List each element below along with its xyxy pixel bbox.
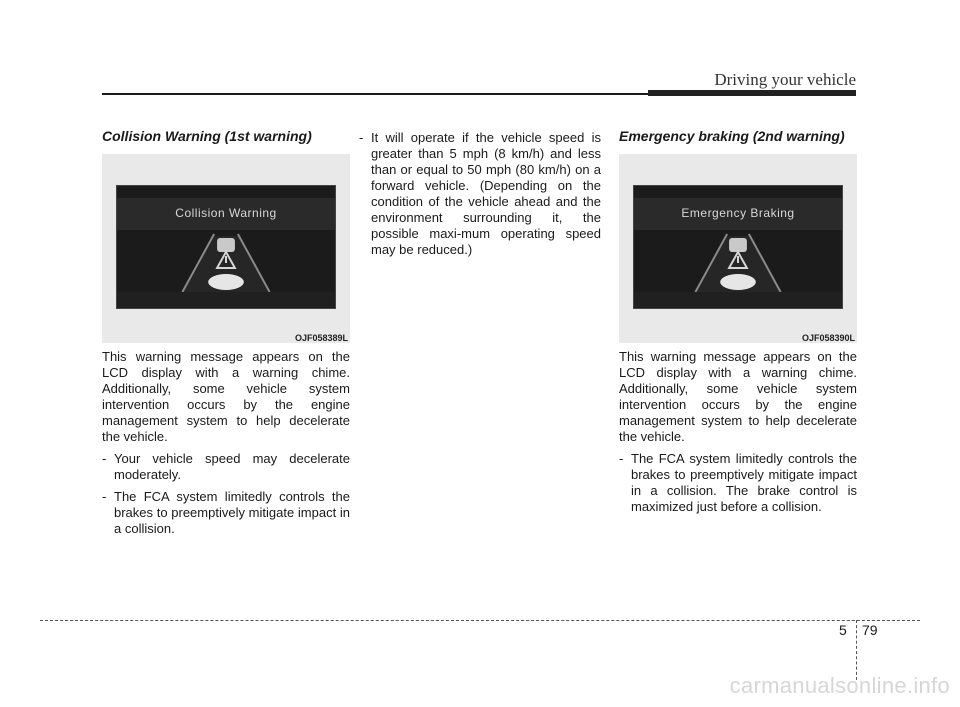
chapter-number: 5 [839, 622, 847, 638]
column-collision-warning [102, 128, 350, 537]
figure-code: OJF058390L [801, 333, 855, 343]
list-item-text: The FCA system limitedly controls the brakes to preemptively mitigate impact in a collision. [114, 489, 350, 536]
bullet-dash: - [102, 489, 107, 504]
section-heading: Emergency braking (2nd warning) [619, 128, 845, 144]
figure-code: OJF058389L [294, 333, 348, 343]
list-item [359, 130, 601, 258]
list-item [102, 451, 350, 483]
column-emergency-braking [619, 128, 857, 515]
lcd-screen [633, 185, 843, 309]
list-item [619, 451, 857, 515]
list-item-text: Your vehicle speed may decelerate moderately. [114, 451, 350, 482]
lcd-screen [116, 185, 336, 309]
lcd-figure [102, 154, 350, 343]
watermark: carmanualsonline.info [729, 673, 950, 698]
paragraph: This warning message appears on the LCD display with a warning chime. Additionally, some vehicle system intervention occurs by the engine management system to help decelerate the vehicle. [619, 349, 857, 444]
column-continuation [359, 128, 601, 258]
page-header-title: Driving your vehicle [714, 70, 856, 89]
list-item-text: The FCA system limitedly controls the brakes to preemptively mitigate impact in a collision. The brake control is maximized just before a collision. [631, 451, 857, 514]
page-number: 79 [862, 622, 878, 638]
lcd-figure [619, 154, 857, 343]
paragraph: This warning message appears on the LCD display with a warning chime. Additionally, some vehicle system intervention occurs by the engine management system to help decelerate the vehicle. [102, 349, 350, 444]
footer-rule [40, 620, 920, 621]
lcd-warning-text: Collision Warning [175, 206, 277, 220]
list-item-text: It will operate if the vehicle speed is greater than 5 mph (8 km/h) and less than or equal to 50 mph (80 km/h) on a forward vehicle. (Depending on the condition of the vehicle ahead and the environment surrounding it, the possible maxi-mum operating speed may be reduced.) [371, 130, 601, 257]
list-item [102, 489, 350, 537]
header-rule-block [648, 90, 856, 96]
bullet-dash: - [102, 451, 107, 466]
bullet-dash: - [359, 130, 364, 145]
lcd-warning-text: Emergency Braking [681, 206, 795, 220]
forward-collision-icon [117, 186, 335, 308]
bullet-dash: - [619, 451, 624, 466]
section-heading: Collision Warning (1st warning) [102, 128, 312, 144]
emergency-braking-icon [634, 186, 842, 308]
footer-divider [856, 620, 857, 680]
